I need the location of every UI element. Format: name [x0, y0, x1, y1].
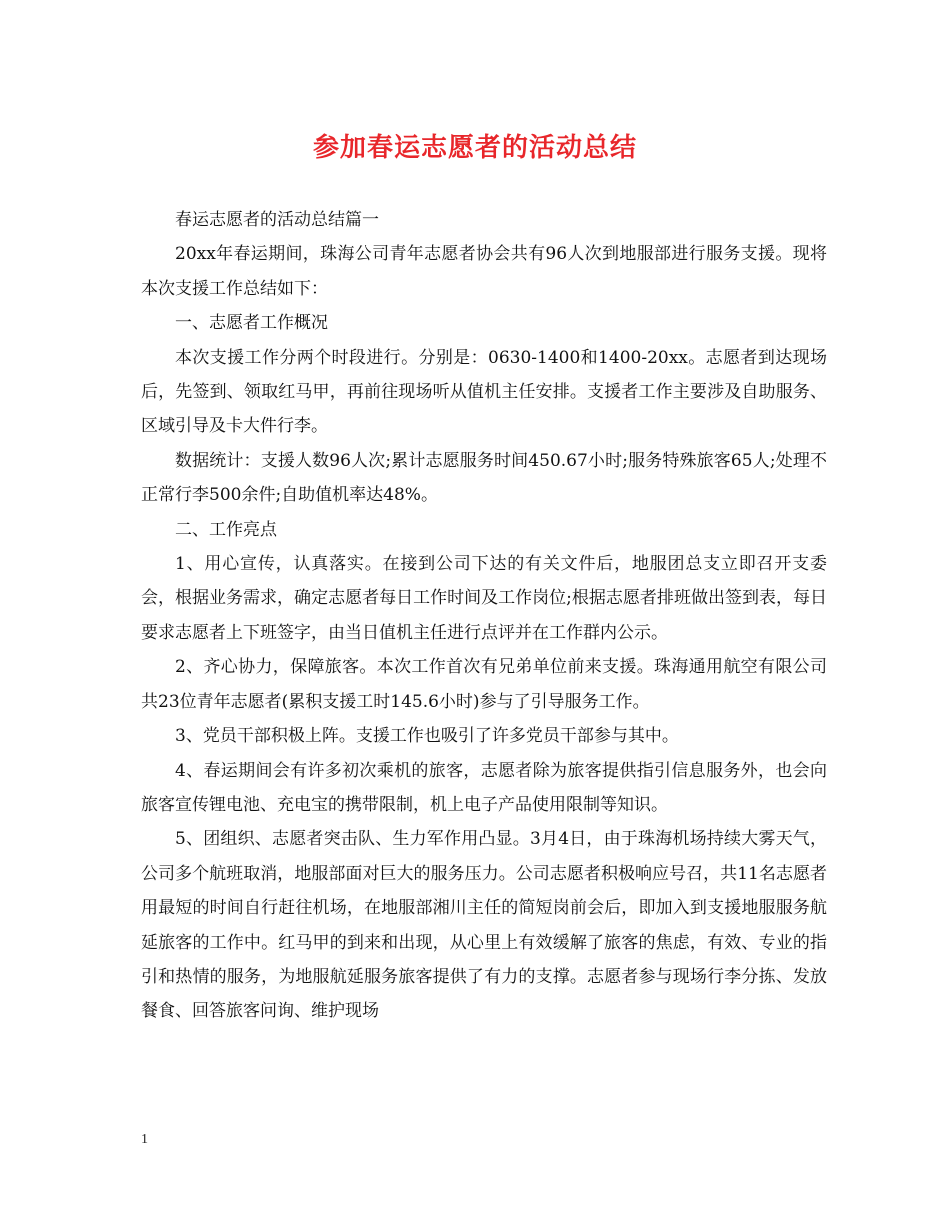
paragraph-highlight-3: 3、党员干部积极上阵。支援工作也吸引了许多党员干部参与其中。 [175, 726, 679, 747]
paragraph-statistics: 数据统计：支援人数96人次;累计志愿服务时间450.67小时;服务特殊旅客65人;处理不正常行李500余件;自助值机率达48%。 [141, 450, 827, 506]
paragraph-highlight-2: 2、齐心协力，保障旅客。本次工作首次有兄弟单位前来支援。珠海通用航空有限公司共23位青年志愿者(累积支援工时145.6小时)参与了引导服务工作。 [141, 657, 827, 712]
paragraph-work-schedule: 本次支援工作分两个时段进行。分别是：0630-1400和1400-20xx。志愿者到达现场后，先签到、领取红马甲，再前往现场听从值机主任安排。支援者工作主要涉及自助服务、区域引导及卡大件行李。 [141, 347, 827, 437]
page-title: 参加春运志愿者的活动总结 [312, 133, 637, 163]
paragraph-highlight-1: 1、用心宣传，认真落实。在接到公司下达的有关文件后，地服团总支立即召开支委会，根据业务需求，确定志愿者每日工作时间及工作岗位;根据志愿者排班做出签到表，每日要求志愿者上下班签字，由当日值机主任进行点评并在工作群内公示。 [141, 554, 827, 643]
section-heading-overview: 一、志愿者工作概况 [175, 313, 328, 334]
paragraph-highlight-5: 5、团组织、志愿者突击队、生力军作用凸显。3月4日，由于珠海机场持续大雾天气，公司多个航班取消，地服部面对巨大的服务压力。公司志愿者积极响应号召，共11名志愿者用最短的时间自行赶往机场，在地服部湘川主任的简短岗前会后，即加入到支援地服服务航延旅客的工作中。红马甲的到来和出现，从心里上有效缓解了旅客的焦虑，有效、专业的指引和热情的服务，为地服航延服务旅客提供了有力的支撑。志愿者参与现场行李分拣、发放餐食、回答旅客问询、维护现场 [141, 829, 827, 1022]
paragraph-intro: 20xx年春运期间，珠海公司青年志愿者协会共有96人次到地服部进行服务支援。现将本次支援工作总结如下： [141, 244, 827, 299]
paragraph-highlight-4: 4、春运期间会有许多初次乘机的旅客，志愿者除为旅客提供指引信息服务外，也会向旅客宣传锂电池、充电宝的携带限制，机上电子产品使用限制等知识。 [141, 760, 827, 815]
document-body [141, 203, 827, 1029]
page-number: 1 [141, 1132, 148, 1147]
section-heading-highlights: 二、工作亮点 [175, 519, 277, 540]
section-heading-article-one: 春运志愿者的活动总结篇一 [175, 210, 379, 230]
